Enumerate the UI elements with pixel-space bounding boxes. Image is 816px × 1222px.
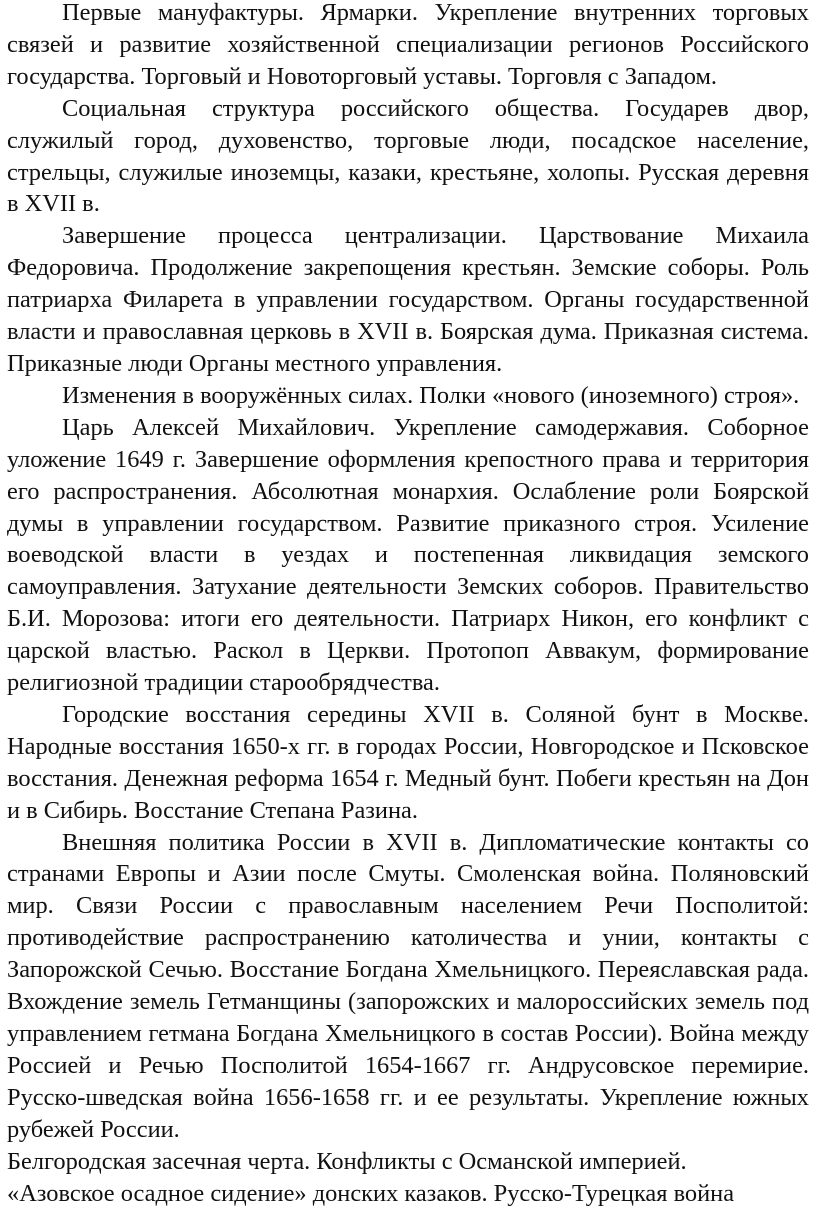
paragraph-foreign-policy: Внешняя политика России в XVII в. Дипломатические контакты со странами Европы и Азии после Смуты. Смоленская война. Поляновский мир. Связи России с православным населением Речи Посполитой: противодействие распространению католичества и унии, контакты с Запорожской Сечью. Восстание Богдана Хмельницкого. Переяславская рада. Вхождение земель Гетманщины (запорожских и малороссийских земель под управлением гетмана Богдана Хмельницкого в состав России). Война между Россией и Речью Посполитой 1654-1667 гг. Андрусовское перемирие. Русско-шведская война 1656-1658 гг. и ее результаты. Укрепление южных рубежей России. bbox=[7, 828, 809, 1143]
paragraph-manufactures: Первые мануфактуры. Ярмарки. Укрепление внутренних торговых связей и развитие хозяйственной специализации регионов Российского государства. Торговый и Новоторговый уставы. Торговля с Западом. bbox=[7, 0, 809, 90]
paragraph-centralization: Завершение процесса централизации. Царствование Михаила Федоровича. Продолжение закрепощения крестьян. Земские соборы. Роль патриарха Филарета в управлении государством. Органы государственной власти и православная церковь в XVII в. Боярская дума. Приказная система. Приказные люди Органы местного управления. bbox=[7, 222, 809, 377]
paragraph-armed-forces: Изменения в вооружённых силах. Полки «нового (иноземного) строя». bbox=[62, 381, 800, 409]
paragraph-azov-siege: «Азовское осадное сидение» донских казаков. Русско-Турецкая война bbox=[7, 1179, 735, 1207]
paragraph-belgorod-line: Белгородская засечная черта. Конфликты с Османской империей. bbox=[7, 1147, 687, 1175]
paragraph-tsar-alexei: Царь Алексей Михайлович. Укрепление самодержавия. Соборное уложение 1649 г. Завершение оформления крепостного права и территория его распространения. Абсолютная монархия. Ослабление роли Боярской думы в управлении государством. Развитие приказного строя. Усиление воеводской власти в уездах и постепенная ликвидация земского самоуправления. Затухание деятельности Земских соборов. Правительство Б.И. Морозова: итоги его деятельности. Патриарх Никон, его конфликт с царской властью. Раскол в Церкви. Протопоп Аввакум, формирование религиозной традиции старообрядчества. bbox=[7, 413, 809, 697]
paragraph-social-structure: Социальная структура российского общества. Государев двор, служилый город, духовенство, торговые люди, посадское население, стрельцы, служилые иноземцы, казаки, крестьяне, холопы. Русская деревня в XVII в. bbox=[7, 94, 809, 218]
paragraph-uprisings: Городские восстания середины XVII в. Соляной бунт в Москве. Народные восстания 1650-х гг. в городах России, Новгородское и Псковское восстания. Денежная реформа 1654 г. Медный бунт. Побеги крестьян на Дон и в Сибирь. Восстание Степана Разина. bbox=[7, 700, 809, 824]
